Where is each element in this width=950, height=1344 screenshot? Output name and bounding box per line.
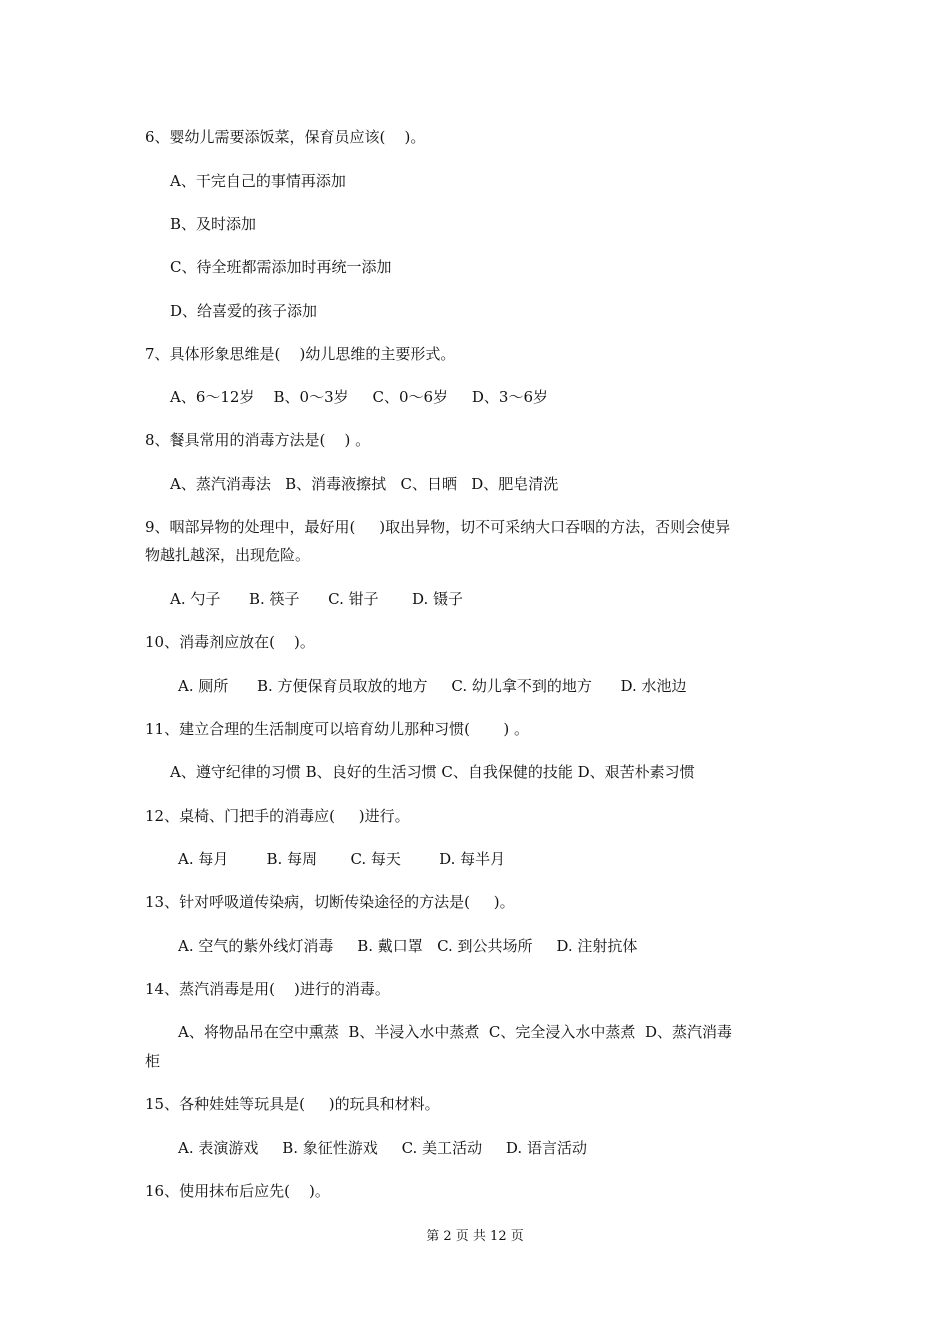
question-16-stem: 16、使用抹布后应先( )。 [145, 1182, 330, 1200]
question-10-options: A. 厕所 B. 方便保育员取放的地方 C. 幼儿拿不到的地方 D. 水池边 [178, 677, 687, 695]
question-13-options: A. 空气的紫外线灯消毒 B. 戴口罩 C. 到公共场所 D. 注射抗体 [178, 937, 638, 955]
question-6-option-a: A、干完自己的事情再添加 [170, 172, 346, 190]
question-6-option-c: C、待全班都需添加时再统一添加 [170, 258, 392, 276]
question-11-stem: 11、建立合理的生活制度可以培育幼儿那种习惯( ) 。 [145, 720, 529, 738]
question-6-stem: 6、婴幼儿需要添饭菜，保育员应该( )。 [145, 128, 426, 146]
question-11-options: A、遵守纪律的习惯 B、良好的生活习惯 C、自我保健的技能 D、艰苦朴素习惯 [170, 763, 695, 781]
question-6-option-b: B、及时添加 [170, 215, 257, 233]
question-9-stem-line-1: 9、咽部异物的处理中，最好用( )取出异物，切不可采纳大口吞咽的方法，否则会使异 [145, 518, 731, 536]
question-14-options-line-1: A、将物品吊在空中熏蒸 B、半浸入水中蒸煮 C、完全浸入水中蒸煮 D、蒸汽消毒 [178, 1023, 732, 1041]
question-9-options: A. 勺子 B. 筷子 C. 钳子 D. 镊子 [170, 590, 464, 608]
question-9-stem-line-2: 物越扎越深，出现危险。 [145, 546, 311, 564]
question-13-stem: 13、针对呼吸道传染病，切断传染途径的方法是( )。 [145, 893, 515, 911]
question-14-options-line-2: 柜 [145, 1052, 161, 1070]
question-6-option-d: D、给喜爱的孩子添加 [170, 302, 318, 320]
question-12-stem: 12、桌椅、门把手的消毒应( )进行。 [145, 807, 410, 825]
question-14-stem: 14、蒸汽消毒是用( )进行的消毒。 [145, 980, 390, 998]
question-15-options: A. 表演游戏 B. 象征性游戏 C. 美工活动 D. 语言活动 [178, 1139, 587, 1157]
question-12-options: A. 每月 B. 每周 C. 每天 D. 每半月 [178, 850, 506, 868]
question-8-stem: 8、餐具常用的消毒方法是( ) 。 [145, 431, 371, 449]
question-8-options: A、蒸汽消毒法 B、消毒液擦拭 C、日晒 D、肥皂清洗 [170, 475, 559, 493]
page-number-footer: 第 2 页 共 12 页 [426, 1229, 524, 1244]
question-10-stem: 10、消毒剂应放在( )。 [145, 633, 315, 651]
question-7-stem: 7、具体形象思维是( )幼儿思维的主要形式。 [145, 345, 456, 363]
question-7-options: A、6～12岁 B、0～3岁 C、0～6岁 D、3～6岁 [170, 388, 549, 406]
question-15-stem: 15、各种娃娃等玩具是( )的玩具和材料。 [145, 1095, 440, 1113]
